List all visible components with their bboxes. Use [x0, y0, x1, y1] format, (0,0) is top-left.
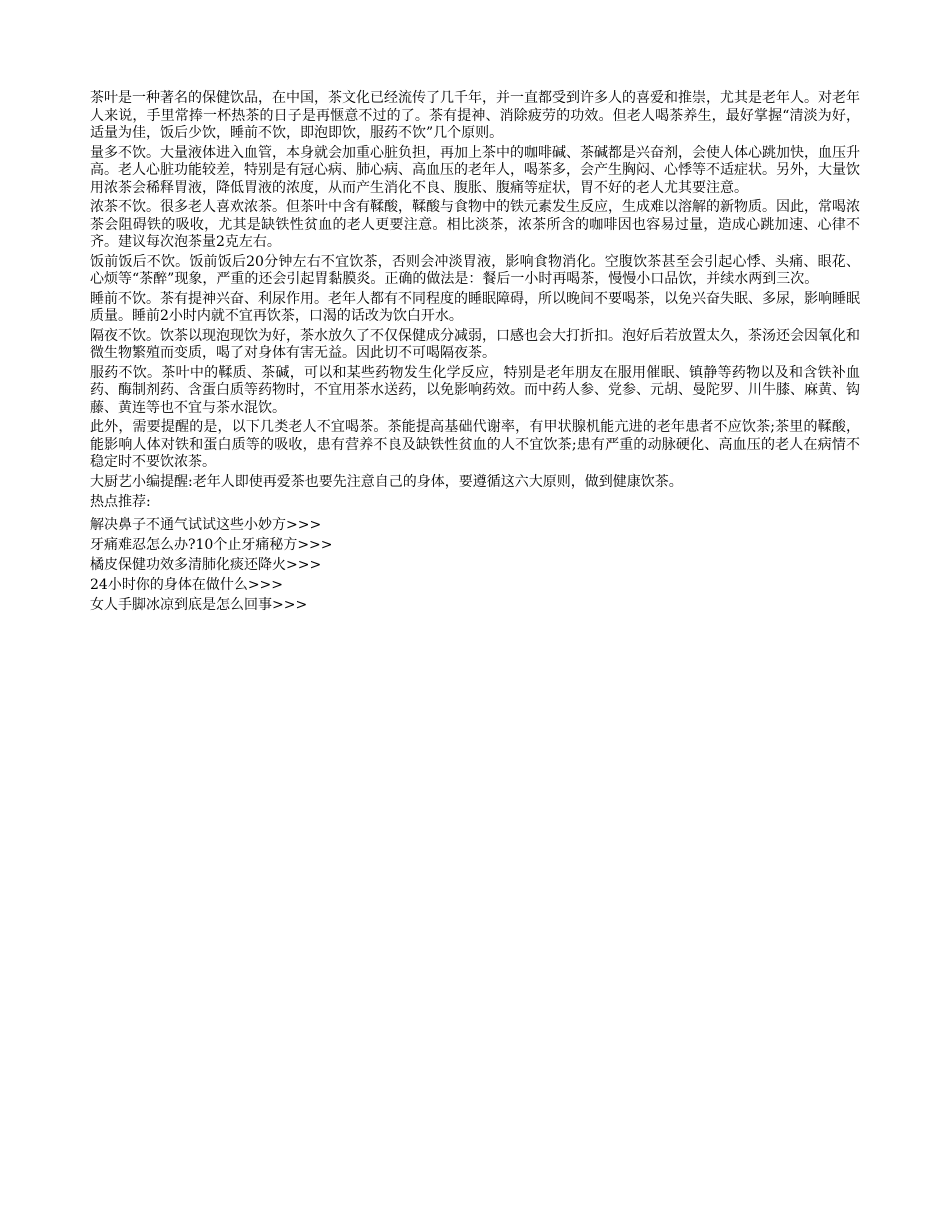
article	[90, 90, 860, 615]
paragraph-bedtime: 睡前不饮。茶有提神兴奋、利尿作用。老年人都有不同程度的睡眠障碍，所以晚间不要喝茶，以免兴奋失眠、多尿，影响睡眠质量。睡前2小时内就不宜再饮茶，口渴的话改为饮白开水。	[90, 290, 860, 324]
paragraph-strong-tea: 浓茶不饮。很多老人喜欢浓茶。但茶叶中含有鞣酸，鞣酸与食物中的铁元素发生反应，生成难以溶解的新物质。因此，常喝浓茶会阻碍铁的吸收，尤其是缺铁性贫血的老人更要注意。相比淡茶，浓茶所含的咖啡因也容易过量，造成心跳加速、心律不齐。建议每次泡茶量2克左右。	[90, 199, 860, 250]
hot-link-orange-peel[interactable]: 橘皮保健功效多清肺化痰还降火>>>	[90, 557, 322, 573]
paragraph-meals: 饭前饭后不饮。饭前饭后20分钟左右不宜饮茶，否则会冲淡胃液，影响食物消化。空腹饮茶甚至会引起心悸、头痛、眼花、心烦等“茶醉”现象，严重的还会引起胃黏膜炎。正确的做法是：餐后一小时再喝茶，慢慢小口品饮，并续水两到三次。	[90, 253, 860, 287]
paragraph-intro: 茶叶是一种著名的保健饮品，在中国，茶文化已经流传了几千年，并一直都受到许多人的喜爱和推崇，尤其是老年人。对老年人来说，手里常捧一杯热茶的日子是再惬意不过的了。茶有提神、消除疲劳的功效。但老人喝茶养生，最好掌握“清淡为好，适量为佳，饭后少饮，睡前不饮，即泡即饮，服药不饮”几个原则。	[90, 90, 860, 141]
hot-recommendations-label: 热点推荐:	[90, 494, 151, 510]
hot-link-toothache[interactable]: 牙痛难忍怎么办?10个止牙痛秘方>>>	[90, 537, 333, 553]
paragraph-editor-tip: 大厨艺小编提醒:老年人即使再爱茶也要先注意自己的身体，要遵循这六大原则，做到健康饮茶。	[90, 473, 683, 490]
paragraph-medicine: 服药不饮。茶叶中的鞣质、茶碱，可以和某些药物发生化学反应，特别是老年朋友在服用催眠、镇静等药物以及和含铁补血药、酶制剂药、含蛋白质等药物时，不宜用茶水送药，以免影响药效。而中药人参、党参、元胡、曼陀罗、川牛膝、麻黄、钩藤、黄连等也不宜与茶水混饮。	[90, 364, 860, 416]
hot-recommendations	[90, 493, 860, 615]
hot-link-body-24h[interactable]: 24小时你的身体在做什么>>>	[90, 577, 284, 593]
hot-link-cold-hands[interactable]: 女人手脚冰凉到底是怎么回事>>>	[90, 597, 308, 613]
paragraph-unsuitable: 此外，需要提醒的是，以下几类老人不宜喝茶。茶能提高基础代谢率，有甲状腺机能亢进的老年患者不应饮茶;茶里的鞣酸，能影响人体对铁和蛋白质等的吸收，患有营养不良及缺铁性贫血的人不宜饮茶;患有严重的动脉硬化、高血压的老人在病情不稳定时不要饮浓茶。	[90, 419, 860, 470]
paragraph-quantity: 量多不饮。大量液体进入血管，本身就会加重心脏负担，再加上茶中的咖啡碱、茶碱都是兴奋剂，会使人体心跳加快，血压升高。老人心脏功能较差，特别是有冠心病、肺心病、高血压的老年人，喝茶多，会产生胸闷、心悸等不适症状。另外，大量饮用浓茶会稀释胃液，降低胃液的浓度，从而产生消化不良、腹胀、腹痛等症状，胃不好的老人尤其要注意。	[90, 144, 860, 196]
hot-link-nose[interactable]: 解决鼻子不通气试试这些小妙方>>>	[90, 517, 322, 533]
paragraph-overnight: 隔夜不饮。饮茶以现泡现饮为好，茶水放久了不仅保健成分减弱，口感也会大打折扣。泡好后若放置太久，茶汤还会因氧化和微生物繁殖而变质，喝了对身体有害无益。因此切不可喝隔夜茶。	[90, 327, 860, 361]
